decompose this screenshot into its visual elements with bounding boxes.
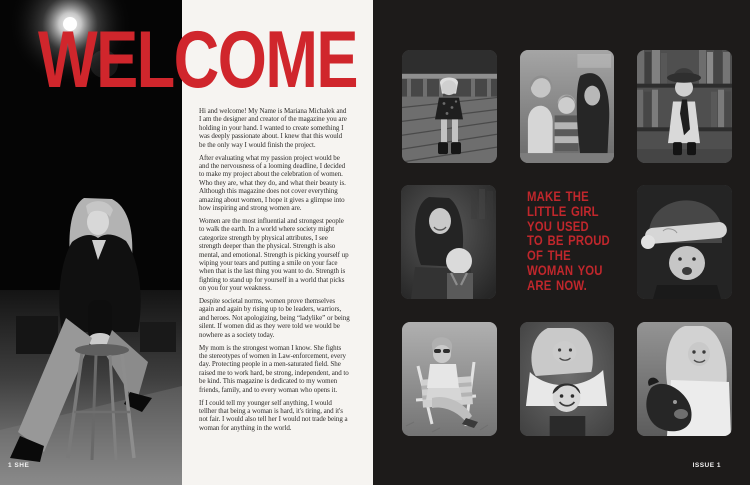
pull-quote-line: ARE NOW. — [527, 277, 587, 293]
pull-quote — [527, 190, 610, 294]
photo-girl-on-deck — [402, 50, 497, 163]
letter-paragraph: Women are the most influential and strongest people to walk the earth. In a world where society might categorize strength by physical attributes, I see strength deeper than the physical. Strength is also mental, and emotional. Strength is picking yourself up wiping your tears and putting a smile on your face when that is the last thing you want to do. Strength is fighting to stand up for yourself in a world that picks on you for your weakness. — [199, 216, 349, 293]
photo-hug-toddler — [520, 322, 614, 436]
pull-quote-line: WOMAN YOU — [527, 262, 603, 278]
pull-quote-line: TO BE PROUD — [527, 233, 610, 249]
pull-quote-line: LITTLE GIRL — [527, 203, 599, 219]
editor-letter — [199, 107, 350, 437]
letter-paragraph: If I could tell my younger self anything, I would tellher that being a woman is hard, it's tiring, and it's not fair. I would also tell her I would not trade being a woman for anything in the world. — [199, 398, 348, 432]
photo-lawn-chair-girl — [402, 322, 497, 436]
photo-three-friends — [520, 50, 614, 163]
letter-paragraph: After evaluating what my passion project would be and the nervousness of a looming deadline, I decided to make my project about the celebration of women. Who they are, what they do, and what their beauty is. Although this magazine does not cover everything amazing about women, I hope it gives a glimpse into how inspiring and strong women are. — [199, 153, 346, 212]
pull-quote-line: MAKE THE — [527, 189, 589, 204]
letter-paragraph: My mom is the strongest woman I know. She fights the stereotypes of women in Law-enforcement, every day. Protecting people in a men-saturated field. She raised me to work hard, be strong, independent, and to be kind. This magazine is dedicated to my women friends, family, and to every woman who opens it. — [199, 343, 349, 394]
welcome-title: WELCOME — [38, 15, 357, 105]
pull-quote-line: OF THE — [527, 248, 571, 264]
photo-mother-and-baby — [401, 185, 496, 299]
letter-paragraph: Despite societal norms, women prove themselves again and again by rising up to be leaders, warriors, and heroes. Not apologizing, being “ladylike” or being silent. If women did as they were told we would be nowhere as a society today. — [199, 297, 350, 339]
photo-santa-hat-baby — [637, 185, 732, 299]
photo-girl-with-puppy — [637, 322, 732, 436]
photo-collage-page — [373, 0, 750, 485]
pull-quote-line: YOU USED — [527, 218, 589, 234]
page-number-label: 1 SHE — [8, 462, 30, 469]
issue-label: ISSUE 1 — [692, 462, 721, 469]
photo-dress-up-bookshelf — [637, 50, 732, 163]
letter-paragraph: Hi and welcome! My Name is Mariana Michalek and I am the designer and creator of the magazine you are holding in your hand. I wanted to create something I was deeply passionate about. I knew that this would be the only way I would finish the project. — [199, 107, 347, 149]
